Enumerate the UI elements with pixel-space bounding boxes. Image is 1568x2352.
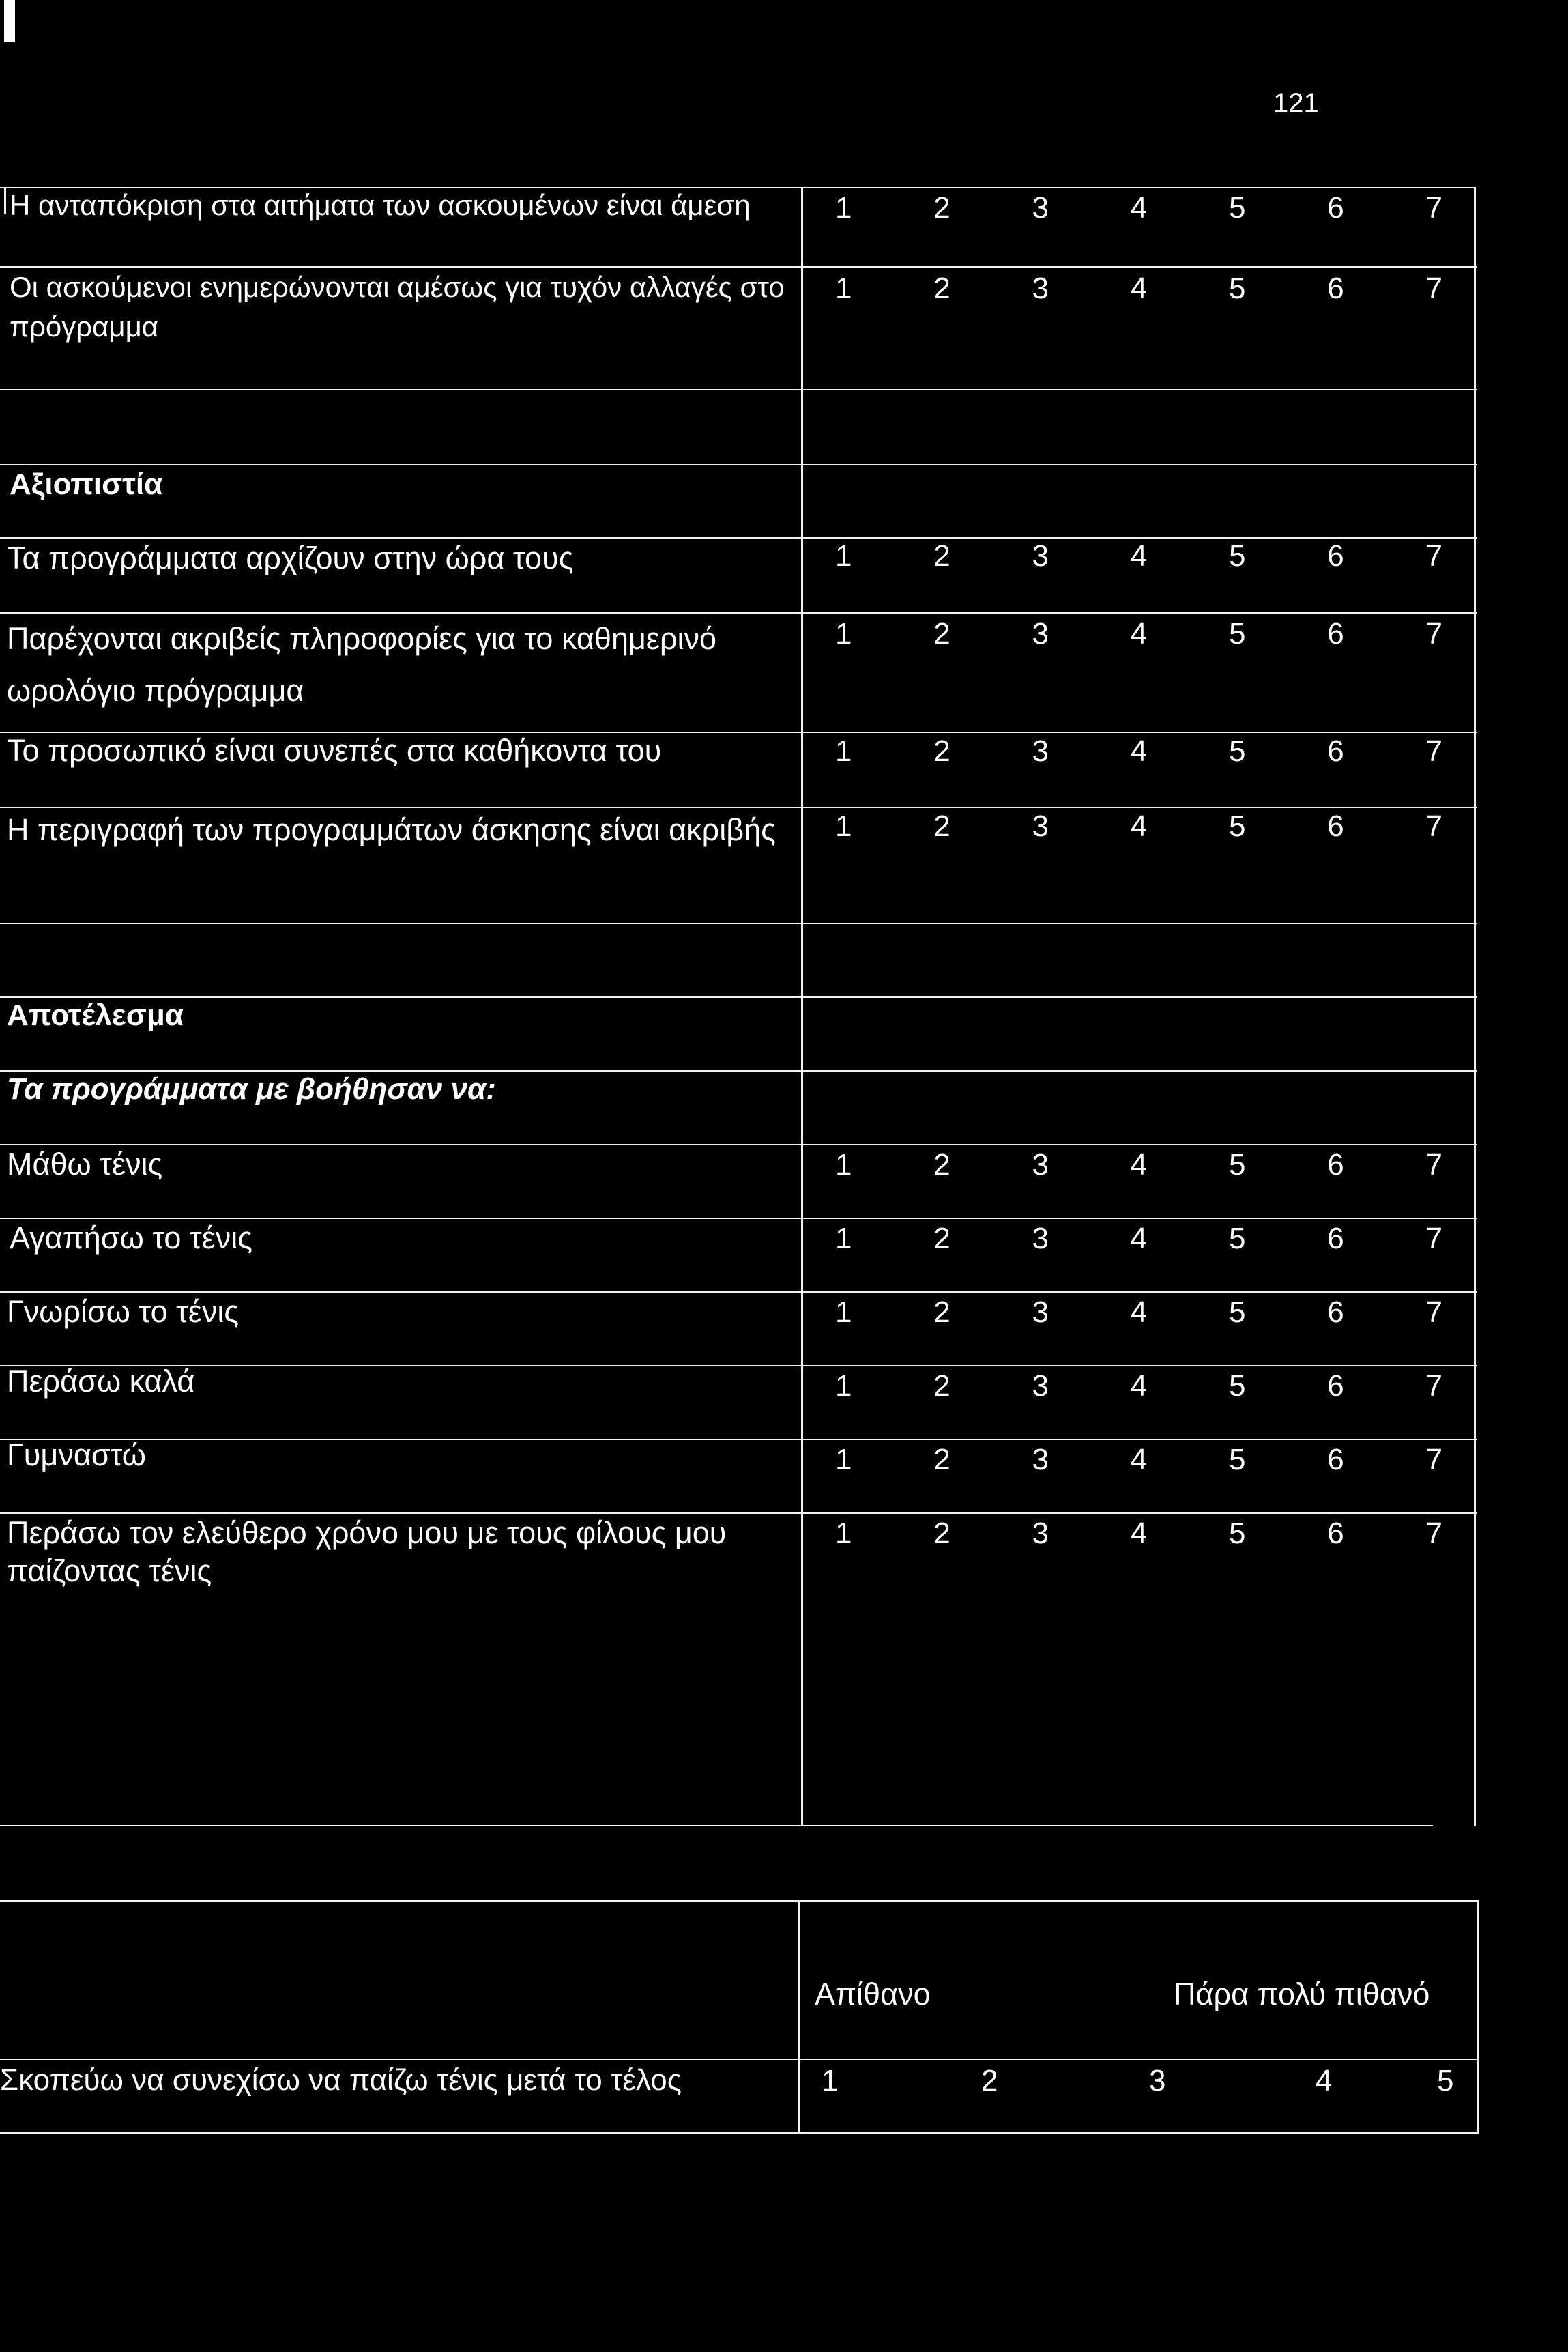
scale-3[interactable]: 3 (1032, 809, 1049, 843)
row-label: Αγαπήσω το τένις (10, 1220, 252, 1255)
row-label: Περάσω τον ελεύθερο χρόνο μου με τους φίλους μου παίζοντας τένις (7, 1515, 727, 1588)
scale-2[interactable]: 2 (933, 1222, 950, 1255)
scale-1[interactable]: 1 (835, 1295, 852, 1329)
scale-high-label: Πάρα πολύ πιθανό (1174, 1977, 1430, 2011)
rating-scale[interactable] (835, 191, 1442, 225)
rating-scale[interactable] (835, 734, 1442, 769)
scale-7[interactable]: 7 (1425, 1222, 1442, 1255)
scale-1[interactable]: 1 (835, 1148, 852, 1181)
scale-4[interactable]: 4 (1130, 272, 1148, 305)
scale-2[interactable]: 2 (933, 191, 950, 225)
scale-4[interactable]: 4 (1316, 2064, 1333, 2097)
scale-4[interactable]: 4 (1130, 734, 1148, 768)
scale-3[interactable]: 3 (1032, 272, 1049, 305)
scale-1[interactable]: 1 (835, 272, 852, 305)
row-label: Η ανταπόκριση στα αιτήματα των ασκουμένων είναι άμεση (10, 189, 751, 221)
scale-6[interactable]: 6 (1327, 617, 1344, 650)
scale-6[interactable]: 6 (1327, 1222, 1344, 1255)
scale-6[interactable]: 6 (1327, 734, 1344, 768)
corner-mark (4, 0, 15, 42)
scale-low-label: Απίθανο (815, 1977, 931, 2011)
scale-1[interactable]: 1 (835, 1369, 852, 1403)
rating-scale[interactable] (0, 2064, 1478, 2105)
scale-1[interactable]: 1 (835, 809, 852, 843)
scale-2[interactable]: 2 (933, 539, 950, 573)
scale-6[interactable]: 6 (1327, 1517, 1344, 1550)
scale-1[interactable]: 1 (822, 2064, 839, 2097)
scale-5[interactable]: 5 (1229, 617, 1246, 650)
scale-3[interactable]: 3 (1032, 1369, 1049, 1403)
scale-1[interactable]: 1 (835, 1443, 852, 1476)
scale-6[interactable]: 6 (1327, 539, 1344, 573)
scale-4[interactable]: 4 (1130, 1148, 1148, 1181)
scale-4[interactable]: 4 (1130, 191, 1148, 225)
scale-2[interactable]: 2 (933, 1369, 950, 1403)
scale-6[interactable]: 6 (1327, 1295, 1344, 1329)
scale-7[interactable]: 7 (1425, 272, 1442, 305)
scale-7[interactable]: 7 (1425, 539, 1442, 573)
scale-3[interactable]: 3 (1032, 1443, 1049, 1476)
scale-1[interactable]: 1 (835, 617, 852, 650)
section-subheading: Τα προγράμματα με βοήθησαν να: (7, 1072, 496, 1106)
scale-7[interactable]: 7 (1425, 734, 1442, 768)
section-heading: Αξιοπιστία (10, 468, 163, 501)
scale-6[interactable]: 6 (1327, 1369, 1344, 1403)
scale-7[interactable]: 7 (1425, 1295, 1442, 1329)
scale-4[interactable]: 4 (1130, 1369, 1148, 1403)
rating-scale[interactable] (835, 1517, 1442, 1551)
scale-3[interactable]: 3 (1032, 191, 1049, 225)
scale-2[interactable]: 2 (933, 617, 950, 650)
scale-6[interactable]: 6 (1327, 191, 1344, 225)
scale-5[interactable]: 5 (1437, 2064, 1454, 2097)
rating-scale[interactable] (835, 1222, 1442, 1256)
row-label: Τα προγράμματα αρχίζουν στην ώρα τους (7, 541, 574, 575)
scale-7[interactable]: 7 (1425, 191, 1442, 225)
scale-7[interactable]: 7 (1425, 617, 1442, 650)
scale-6[interactable]: 6 (1327, 809, 1344, 843)
scale-4[interactable]: 4 (1130, 809, 1148, 843)
rating-scale[interactable] (835, 1443, 1442, 1477)
scale-6[interactable]: 6 (1327, 272, 1344, 305)
row-label: Η περιγραφή των προγραμμάτων άσκησης είναι ακριβής (7, 812, 776, 847)
scale-1[interactable]: 1 (835, 191, 852, 225)
scale-3[interactable]: 3 (1032, 734, 1049, 768)
scale-2[interactable]: 2 (933, 1148, 950, 1181)
scale-6[interactable]: 6 (1327, 1443, 1344, 1476)
scale-5[interactable]: 5 (1229, 1222, 1246, 1255)
scale-4[interactable]: 4 (1130, 1222, 1148, 1255)
row-label: Το προσωπικό είναι συνεπές στα καθήκοντα του (7, 733, 662, 768)
scale-2[interactable]: 2 (981, 2064, 998, 2097)
rating-scale[interactable] (835, 1369, 1442, 1403)
section-heading: Αποτέλεσμα (7, 999, 184, 1032)
rating-scale[interactable] (835, 617, 1442, 651)
rating-scale[interactable] (835, 1295, 1442, 1330)
scale-2[interactable]: 2 (933, 1443, 950, 1476)
scale-7[interactable]: 7 (1425, 1148, 1442, 1181)
page-number: 121 (1273, 88, 1319, 118)
scale-3[interactable]: 3 (1032, 617, 1049, 650)
scale-5[interactable]: 5 (1229, 539, 1246, 573)
scale-4[interactable]: 4 (1130, 539, 1148, 573)
scale-5[interactable]: 5 (1229, 1443, 1246, 1476)
row-label: Μάθω τένις (7, 1147, 163, 1181)
scale-3[interactable]: 3 (1032, 539, 1049, 573)
rating-scale[interactable] (835, 809, 1442, 844)
row-label: Σκοπεύω να συνεχίσω να παίζω τένις μετά το τέλος (0, 2063, 682, 2097)
row-label: Γυμναστώ (7, 1437, 146, 1472)
scale-4[interactable]: 4 (1130, 617, 1148, 650)
scale-2[interactable]: 2 (933, 272, 950, 305)
scale-5[interactable]: 5 (1229, 191, 1246, 225)
scale-5[interactable]: 5 (1229, 272, 1246, 305)
scale-3[interactable]: 3 (1032, 1148, 1049, 1181)
row-label: Γνωρίσω το τένις (7, 1294, 239, 1329)
scale-7[interactable]: 7 (1425, 1443, 1442, 1476)
scale-6[interactable]: 6 (1327, 1148, 1344, 1181)
row-label: Παρέχονται ακριβείς πληροφορίες για το καθημερινό ωρολόγιο πρόγραμμα (7, 621, 717, 708)
scale-5[interactable]: 5 (1229, 1369, 1246, 1403)
scale-4[interactable]: 4 (1130, 1443, 1148, 1476)
scale-4[interactable]: 4 (1130, 1295, 1148, 1329)
scale-4[interactable]: 4 (1130, 1517, 1148, 1550)
scale-7[interactable]: 7 (1425, 809, 1442, 843)
scale-1[interactable]: 1 (835, 539, 852, 573)
scale-2[interactable]: 2 (933, 1517, 950, 1550)
scale-5[interactable]: 5 (1229, 1295, 1246, 1329)
row-label: Οι ασκούμενοι ενημερώνονται αμέσως για τυχόν αλλαγές στο πρόγραμμα (10, 271, 785, 343)
scale-3[interactable]: 3 (1032, 1517, 1049, 1550)
row-label: Περάσω καλά (7, 1364, 195, 1399)
scale-1[interactable]: 1 (835, 1517, 852, 1550)
rating-scale[interactable] (835, 539, 1442, 573)
scale-3[interactable]: 3 (1032, 1295, 1049, 1329)
rating-scale[interactable] (835, 1148, 1442, 1182)
scale-3[interactable]: 3 (1032, 1222, 1049, 1255)
scale-5[interactable]: 5 (1229, 734, 1246, 768)
scale-2[interactable]: 2 (933, 734, 950, 768)
rating-scale[interactable] (835, 272, 1442, 306)
scale-7[interactable]: 7 (1425, 1517, 1442, 1550)
scale-5[interactable]: 5 (1229, 1517, 1246, 1550)
scale-1[interactable]: 1 (835, 734, 852, 768)
scale-1[interactable]: 1 (835, 1222, 852, 1255)
scale-5[interactable]: 5 (1229, 809, 1246, 843)
scale-2[interactable]: 2 (933, 809, 950, 843)
scale-7[interactable]: 7 (1425, 1369, 1442, 1403)
scale-5[interactable]: 5 (1229, 1148, 1246, 1181)
scale-3[interactable]: 3 (1149, 2064, 1166, 2097)
scale-2[interactable]: 2 (933, 1295, 950, 1329)
